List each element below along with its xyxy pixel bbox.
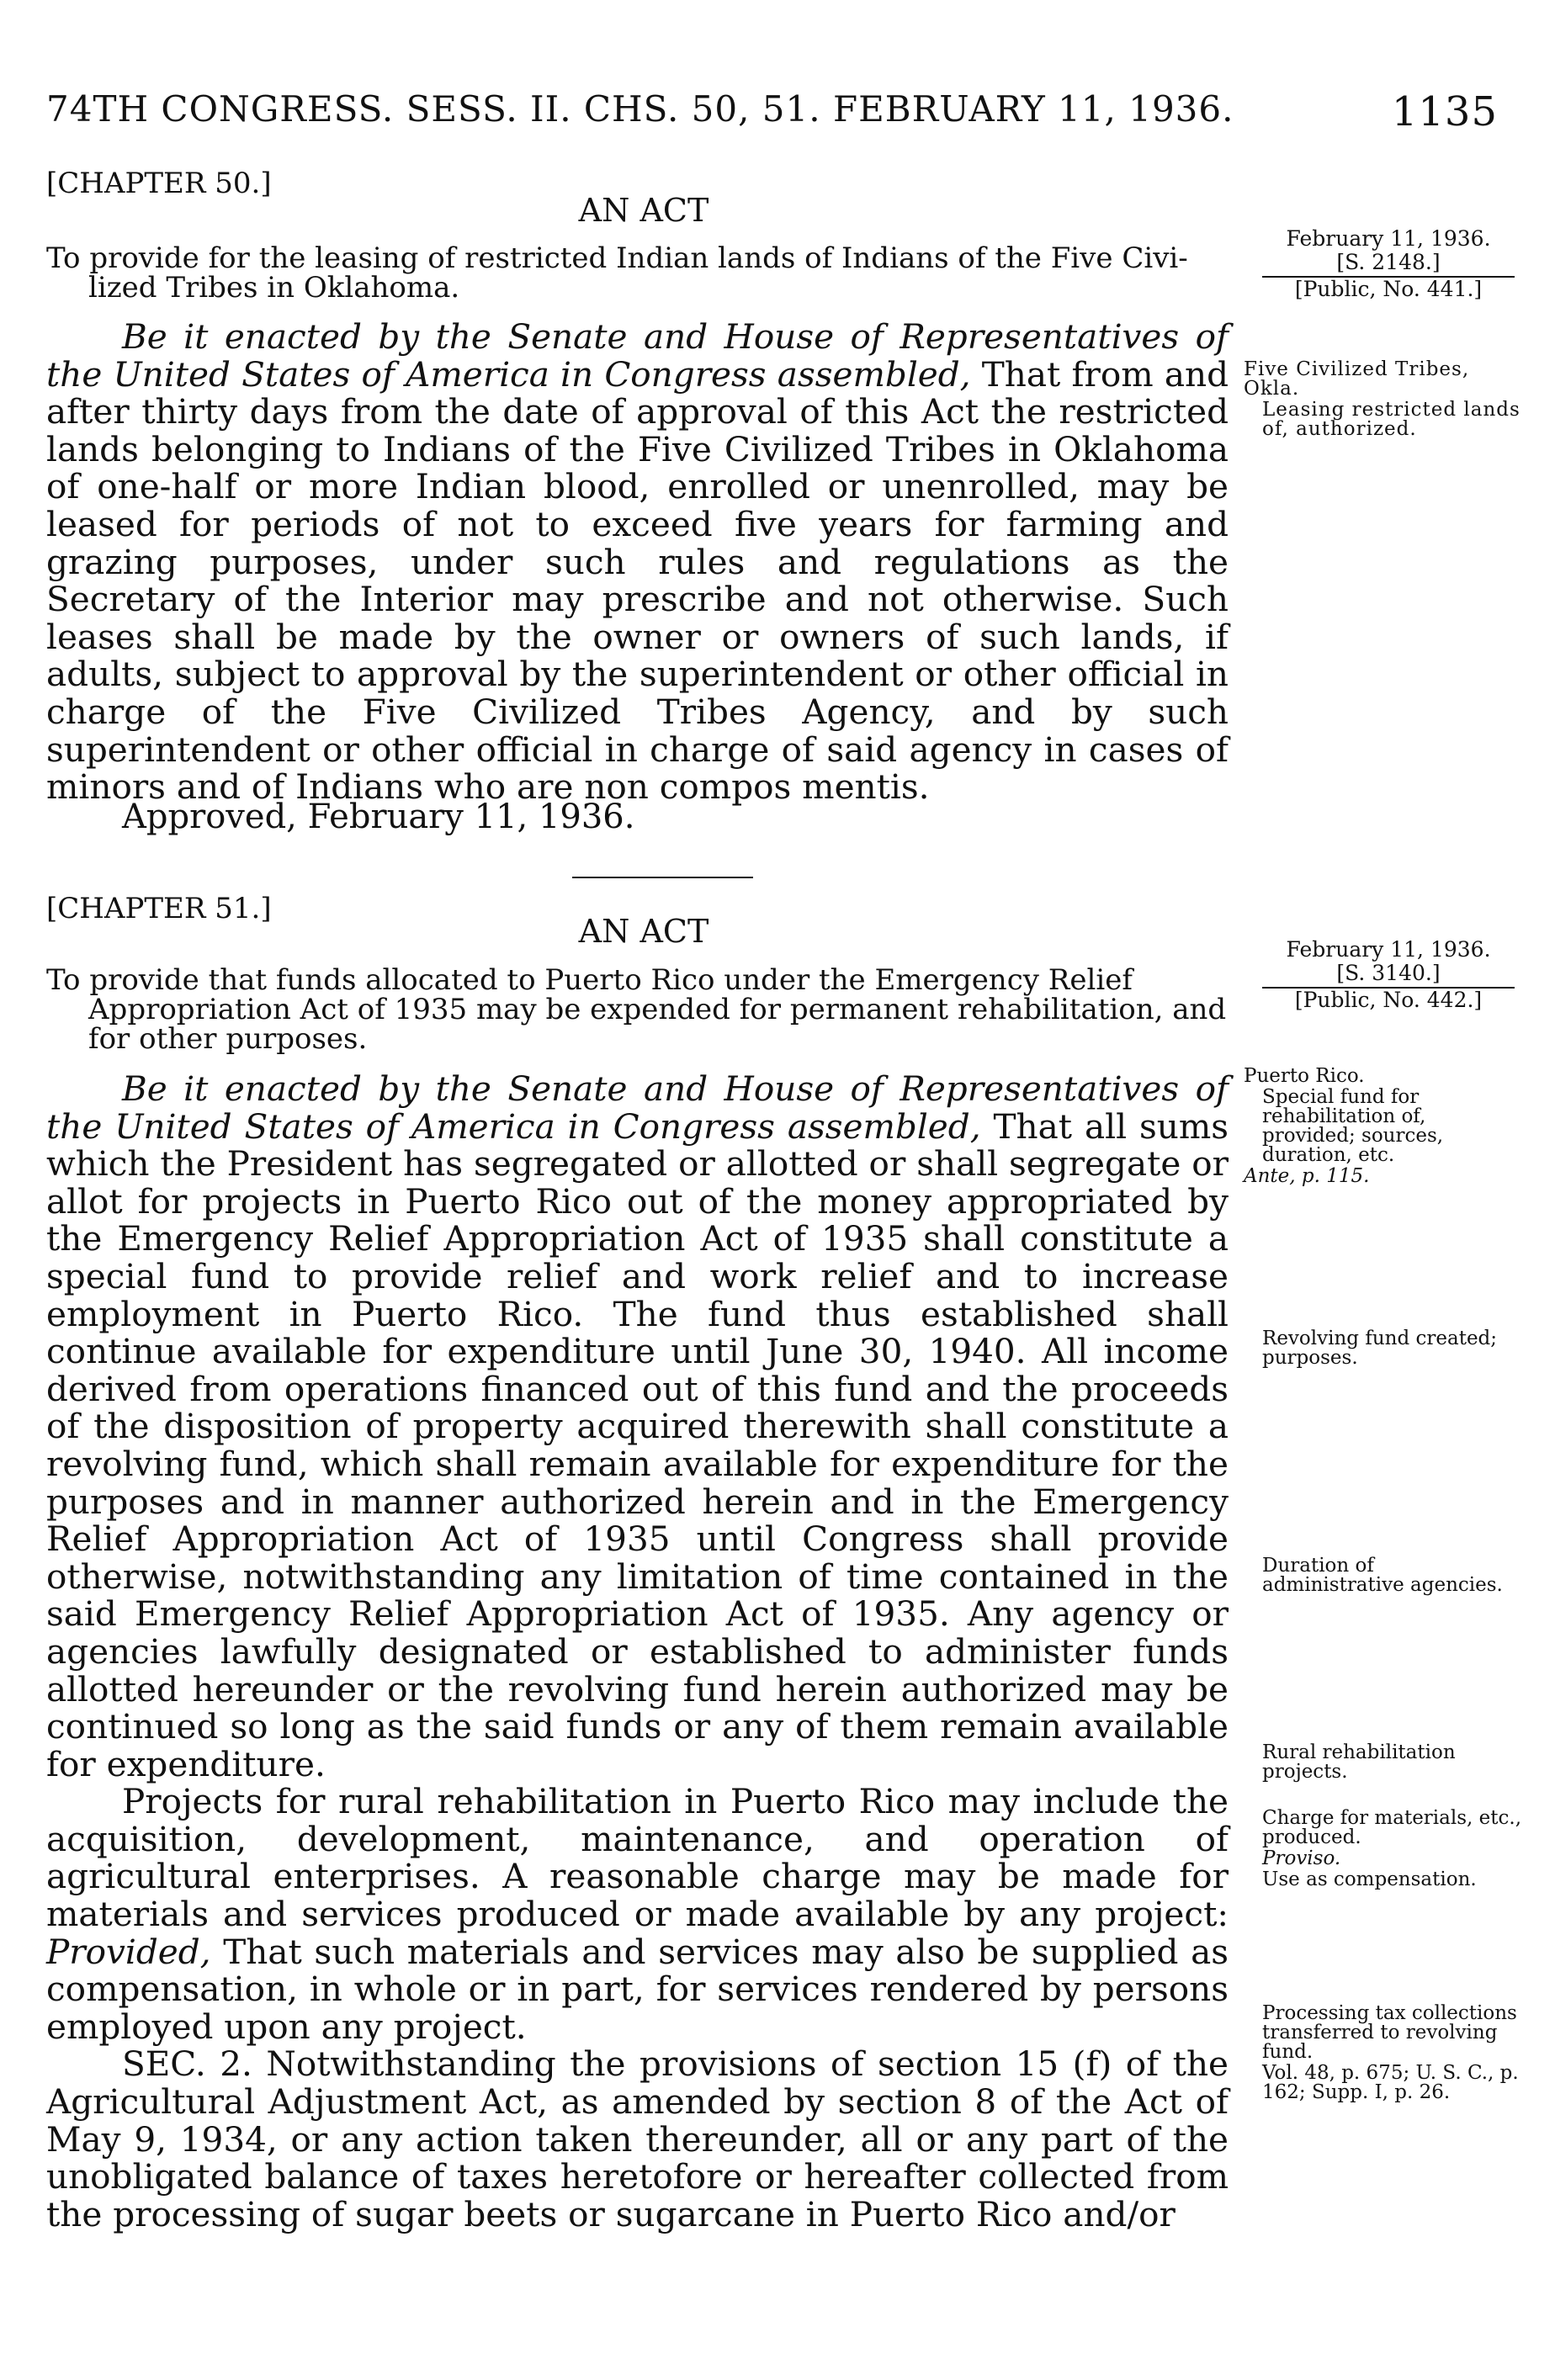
margin-duration: Duration of administrative agencies.	[1262, 1555, 1503, 1596]
chapter-51-body	[46, 1070, 1229, 2233]
section-divider	[572, 877, 753, 878]
chapter-50-bill: [S. 2148.]	[1336, 250, 1441, 274]
margin-vol: Vol. 48, p. 675; U. S. C., p. 162; Supp. I, p. 26.	[1262, 2062, 1519, 2103]
margin-rural: Rural rehabilitation projects.	[1262, 1741, 1456, 1783]
running-header	[46, 88, 1498, 135]
chapter-51-reference	[1262, 938, 1515, 1012]
chapter-50-title-line1: To provide for the leasing of restricted Indian lands of Indians of the Five Civi-	[46, 241, 1188, 275]
chapter-51-paragraph-1	[46, 1070, 1229, 1783]
chapter-50-paragraph	[46, 318, 1229, 806]
margin-ante: Ante, p. 115.	[1244, 1165, 1370, 1187]
chapter-51-bill: [S. 3140.]	[1336, 961, 1441, 985]
chapter-51-paragraph-2	[46, 1783, 1229, 2045]
chapter-51-margin-puerto-rico	[1244, 1067, 1521, 1188]
chapter-51-public: [Public, No. 442.]	[1262, 987, 1515, 1012]
page-number: 1135	[1391, 88, 1498, 135]
chapter-50-reference	[1262, 227, 1515, 301]
chapter-50-text: That from and after thirty days from the date of approval of this Act the restricted lands belonging to Indians of the Five Civilized Tribes in Oklahoma of one-half or more Indian blood, enrolled or unenrolled, may be leased for periods of not to exceed five years for farming and grazing purposes, under such rules and regulations as the Secretary of the Interior may prescribe and not otherwise. Such leases shall be made by the owner or owners of such lands, if adults, subject to approval by the superintendent or other official in charge of the Five Civilized Tribes Agency, and by such superintendent or other official in charge of said agency in cases of minors and of Indians who are non compos mentis.	[46, 353, 1229, 808]
chapter-51-text-2a: Projects for rural rehabilitation in Puerto Rico may include the acquisition, development, maintenance, and operation of agricultural enterprises. A reasonable charge may be made for materials and services produced or made available by any project:	[46, 1781, 1229, 1935]
chapter-50-approved: Approved, February 11, 1936.	[122, 798, 635, 836]
chapter-51-proviso: Provided,	[46, 1931, 211, 1972]
chapter-50-title-line2: lized Tribes in Oklahoma.	[88, 271, 460, 305]
margin-special-fund: Special fund for rehabilitation of, provided; sources, duration, etc.	[1262, 1086, 1444, 1166]
chapter-51-margin-rural	[1244, 1743, 1521, 1784]
chapter-51-title-line2: Appropriation Act of 1935 may be expended for permanent rehabilitation, and	[88, 993, 1227, 1026]
chapter-51-enacting-clause: Be it enacted by the Senate and House of Representatives of the United States of America in Congress assembled,	[46, 1068, 1229, 1147]
chapter-50-body	[46, 318, 1229, 806]
chapter-51-margin-revolving	[1244, 1329, 1521, 1370]
chapter-50-act-heading: AN ACT	[578, 192, 709, 229]
chapter-50-date: February 11, 1936.	[1286, 226, 1491, 251]
chapter-51-title	[46, 963, 1241, 1056]
margin-proviso: Proviso.	[1262, 1847, 1341, 1869]
chapter-50-label: [CHAPTER 50.]	[46, 167, 272, 200]
chapter-51-date: February 11, 1936.	[1286, 937, 1491, 962]
chapter-51-margin-processing	[1244, 2004, 1521, 2104]
chapter-51-text-1: That all sums which the President has segregated or allotted or shall segregate or allot for projects in Puerto Rico out of the money appropriated by the Emergency Relief Appropriation Act of 1935 shall constitute a special fund to provide relief and work relief and to increase employment in Puerto Rico. The fund thus established shall continue available for expenditure until June 30, 1940. All income derived from operations financed out of this fund and the proceeds of the disposition of property acquired therewith shall constitute a revolving fund, which shall remain available for expenditure for the purposes and in manner authorized herein and in the Emergency Relief Appropriation Act of 1935 until Congress shall provide otherwise, notwithstanding any limitation of time contained in the said Emergency Relief Appropriation Act of 1935. Any agency or agencies lawfully designated or established to administer funds allotted hereunder or the revolving fund herein authorized may be continued so long as the said funds or any of them remain available for expenditure.	[46, 1105, 1229, 1784]
header-title: 74TH CONGRESS. SESS. II. CHS. 50, 51. FEBRUARY 11, 1936.	[46, 88, 1234, 130]
chapter-50-enacting-clause: Be it enacted by the Senate and House of Representatives of the United States of America in Congress assembled,	[46, 316, 1229, 395]
chapter-51-text-2b: That such materials and services may also be supplied as compensation, in whole or in part, for services rendered by persons employed upon any project.	[46, 1931, 1229, 2047]
margin-puerto-rico: Puerto Rico.	[1244, 1065, 1365, 1087]
chapter-51-section-2	[46, 2045, 1229, 2233]
chapter-51-label: [CHAPTER 51.]	[46, 892, 272, 925]
chapter-50-public: [Public, No. 441.]	[1262, 276, 1515, 301]
chapter-50-margin-notes	[1244, 360, 1521, 441]
margin-note-five-tribes: Five Civilized Tribes, Okla.	[1244, 358, 1470, 400]
chapter-50-title	[46, 241, 1241, 305]
margin-processing: Processing tax collections transferred to revolving fund.	[1262, 2002, 1517, 2063]
chapter-51-margin-duration	[1244, 1556, 1521, 1597]
margin-compensation: Use as compensation.	[1262, 1868, 1477, 1890]
chapter-51-title-line1: To provide that funds allocated to Puerto Rico under the Emergency Relief	[46, 963, 1133, 997]
chapter-51-act-heading: AN ACT	[578, 913, 709, 950]
chapter-51-title-line3: for other purposes.	[88, 1022, 368, 1056]
chapter-51-margin-charge	[1244, 1809, 1521, 1891]
margin-note-leasing: Leasing restricted lands of, authorized.	[1262, 399, 1521, 440]
chapter-51-sec2-text: SEC. 2. Notwithstanding the provisions of section 15 (f) of the Agricultural Adjustment Act, as amended by section 8 of the Act of May 9, 1934, or any action taken thereunder, all or any part of the unobligated balance of taxes heretofore or hereafter collected from the processing of sugar beets or sugarcane in Puerto Rico and/or	[46, 2043, 1229, 2234]
margin-charge: Charge for materials, etc., produced.	[1262, 1807, 1522, 1848]
margin-revolving-fund: Revolving fund created; purposes.	[1262, 1328, 1498, 1369]
